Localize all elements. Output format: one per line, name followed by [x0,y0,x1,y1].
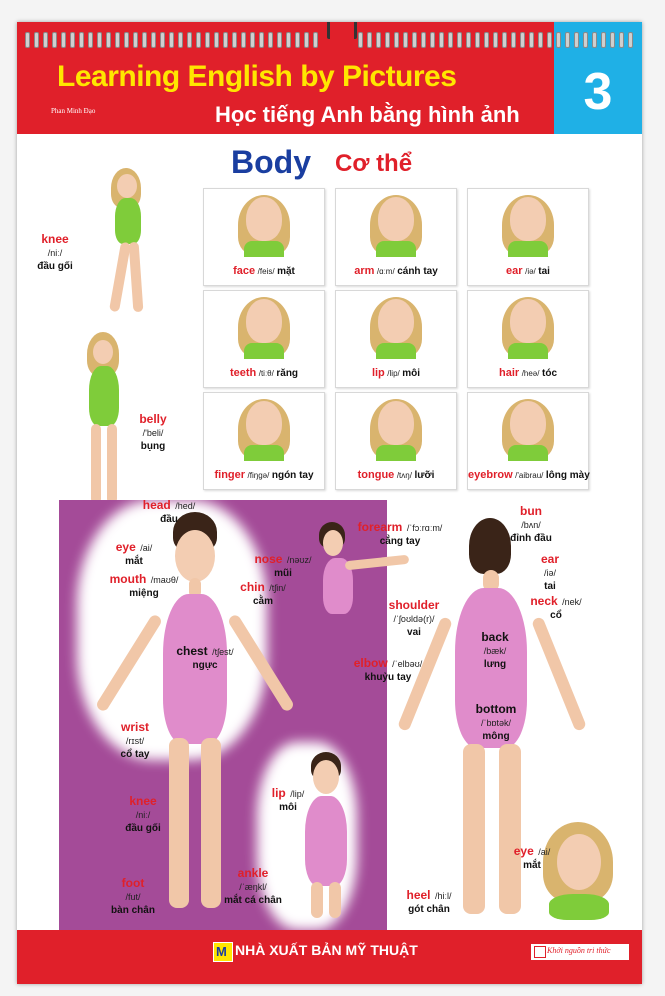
tile-caption [336,265,456,277]
label-lip-side: lip /lip/ môi [271,786,305,813]
tile-caption [468,265,588,277]
tile-word: hair [498,367,520,379]
tile-ipa: /heə/ [521,369,540,378]
tile-meaning: tóc [542,368,557,379]
girl-lip-photo [291,752,361,922]
section-title-vietnamese: Cơ thể [335,150,413,177]
publisher-logo: M [213,942,233,962]
tile-caption [468,469,588,481]
label-belly: belly /'beli/ bụng [139,412,167,452]
publisher-name: NHÀ XUẤT BẢN MỸ THUẬT [235,942,418,958]
label-eye-front: eye /ai/ mắt [115,540,153,567]
tile-word: lip [371,367,385,379]
tile-arm [335,188,457,286]
tile-photo [358,399,434,461]
spiral-binding [17,32,642,48]
tile-word: finger [214,469,246,481]
tile-word: arm [354,265,375,277]
label-foot: foot /fut/ bàn chân [111,876,155,916]
title-vietnamese: Học tiếng Anh bằng hình ảnh [215,102,520,127]
tile-word: eyebrow [468,469,513,481]
tile-eyebrow [467,392,589,490]
tile-ear [467,188,589,286]
tile-photo [226,195,302,257]
tile-face [203,188,325,286]
label-knee-front: knee /niː/ đầu gối [125,794,161,834]
tile-word: teeth [229,367,257,379]
label-shoulder: shoulder /ˈʃoʊldə(r)/ vai [388,598,440,638]
tile-meaning: môi [402,368,421,379]
tile-ipa: /ɑːm/ [376,267,395,276]
tile-word: tongue [357,469,395,481]
tile-meaning: ngón tay [271,470,314,481]
tile-word: ear [506,265,523,277]
poster [17,22,642,984]
label-mouth: mouth /maʊθ/ miệng [109,572,179,599]
tile-caption [468,367,588,379]
tile-photo [358,195,434,257]
label-wrist: wrist /rɪst/ cổ tay [120,720,150,760]
label-bun: bun /bʌn/ đỉnh đầu [510,504,552,544]
label-ear-back: ear /iə/ tai [540,552,560,592]
tile-photo [226,297,302,359]
label-chest: chest /tʃest/ ngực [176,644,234,671]
label-bottom: bottom /ˈbɒtək/ mông [475,702,517,742]
tile-lip [335,290,457,388]
tile-hair [467,290,589,388]
tile-ipa: /'aibrau/ [515,471,544,480]
brand-text: Khởi nguồn tri thức [547,946,611,955]
tile-caption [336,367,456,379]
label-elbow: elbow /ˈelbəʊ/ khuỷu tay [353,656,423,683]
label-heel: heel /hiːl/ gót chân [406,888,452,915]
tile-tongue [335,392,457,490]
poster-number: 3 [583,63,613,121]
tile-meaning: cánh tay [397,266,438,277]
tile-ipa: /lip/ [387,369,400,378]
tile-photo [490,195,566,257]
label-back: back /bæk/ lưng [481,630,509,670]
girl-photo-knee [85,168,165,318]
title-english: Learning English by Pictures [57,60,457,93]
tile-word: face [233,265,256,277]
label-chin: chin /tʃin/ cằm [240,580,286,607]
tile-caption [336,469,456,481]
label-neck: neck /nek/ cổ [530,594,582,621]
label-forearm: forearm /ˈfɔːrɑːm/ cẳng tay [357,520,443,547]
tile-ipa: /tʌŋ/ [396,471,412,480]
label-ankle: ankle /ˈæŋkl/ mắt cá chân [224,866,282,906]
tile-ipa: /tiːθ/ [258,369,274,378]
tile-ipa: /feis/ [257,267,275,276]
tile-ipa: /iə/ [525,267,536,276]
brand-badge [531,944,629,960]
label-eye-side: eye /ai/ mắt [513,844,551,871]
tile-caption [204,469,324,481]
tile-meaning: tai [538,266,550,277]
tile-caption [204,265,324,277]
tile-photo [490,297,566,359]
tile-teeth [203,290,325,388]
tile-photo [490,399,566,461]
author: Phan Minh Đạo [51,107,96,115]
tile-meaning: răng [276,368,299,379]
tile-meaning: mặt [277,266,295,277]
label-knee-top: knee /niː/ đầu gối [37,232,73,272]
tile-ipa: /fiŋgə/ [247,471,270,480]
label-nose: nose /nəʊz/ mũi [254,552,312,579]
tile-caption [204,367,324,379]
tile-meaning: lưỡi [414,470,435,481]
tile-photo [358,297,434,359]
section-title-english: Body [231,144,311,180]
label-head: head /hed/ đầu [142,498,196,525]
tile-photo [226,399,302,461]
brand-icon [534,946,546,958]
tile-finger [203,392,325,490]
tile-meaning: lông mày [545,470,590,481]
